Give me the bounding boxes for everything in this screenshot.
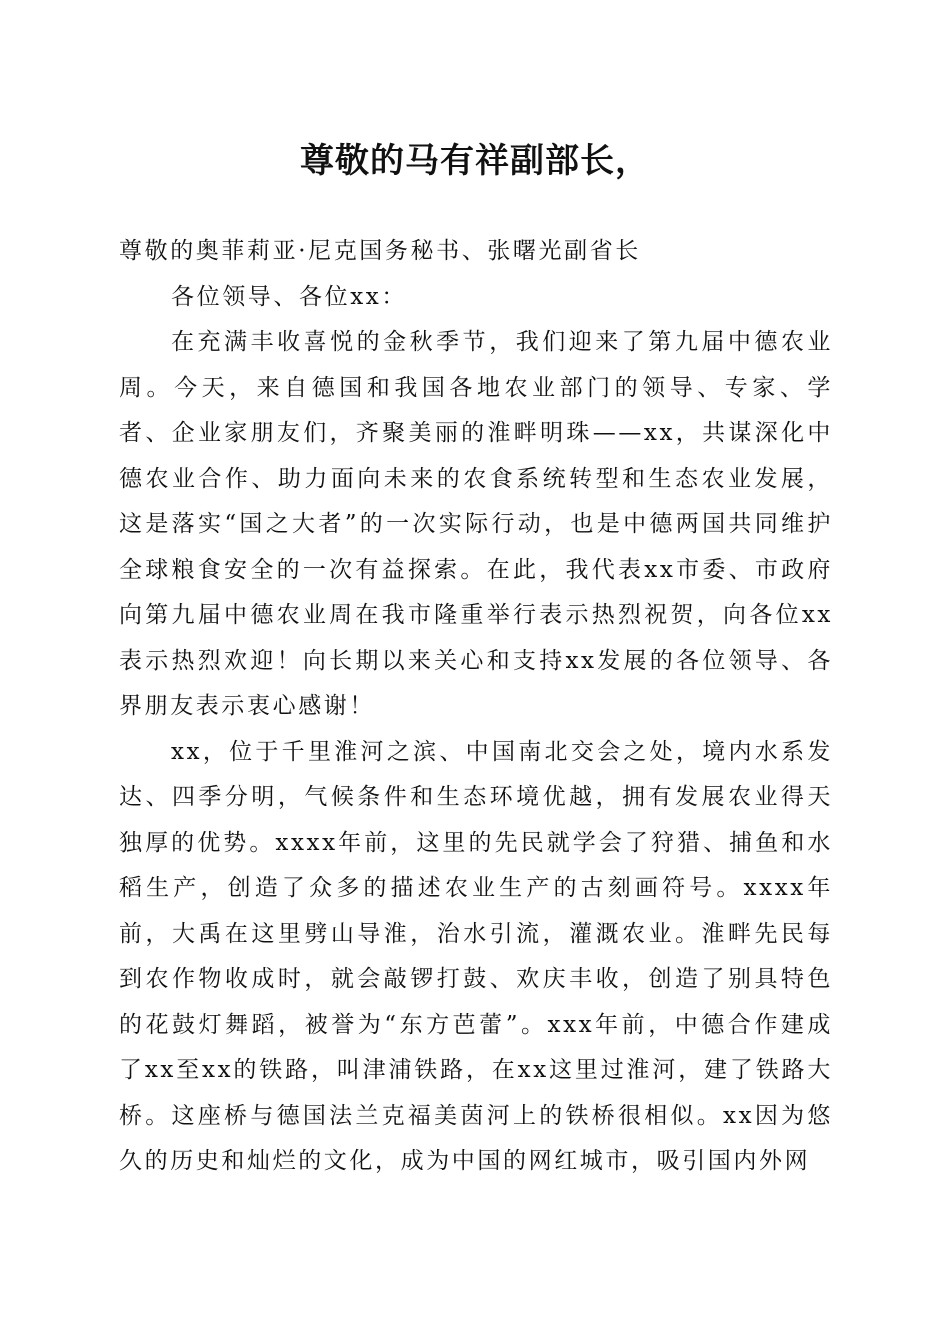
salutation-line-1: 尊敬的奥菲莉亚·尼克国务秘书、张曙光副省长 [119, 238, 641, 264]
salutation-line-2: 各位领导、各位xx： [171, 283, 407, 310]
paragraph-2: xx，位于千里淮河之滨、中国南北交会之处，境内水系发达、四季分明，气候条件和生态环境优越，拥有发展农业得天独厚的优势。xxxx年前，这里的先民就学会了狩猎、捕鱼和水稻生产，创造了众多的描述农业生产的古刻画符号。xxxx年前，大禹在这里劈山导淮，治水引流，灌溉农业。淮畔先民每到农作物收成时，就会敲锣打鼓、欢庆丰收，创造了别具特色的花鼓灯舞蹈，被誉为“东方芭蕾”。xxx年前，中德合作建成了xx至xx的铁路，叫津浦铁路，在xx这里过淮河，建了铁路大桥。这座桥与德国法兰克福美茵河上的铁桥很相似。xx因为悠久的历史和灿烂的文化，成为中国的网红城市，吸引国内外网 [119, 738, 833, 1174]
page-title: 尊敬的马有祥副部长， [300, 141, 650, 181]
paragraph-1: 在充满丰收喜悦的金秋季节，我们迎来了第九届中德农业周。今天，来自德国和我国各地农业部门的领导、专家、学者、企业家朋友们，齐聚美丽的淮畔明珠——xx，共谋深化中德农业合作、助力面向未来的农食系统转型和生态农业发展，这是落实“国之大者”的一次实际行动，也是中德两国共同维护全球粮食安全的一次有益探索。在此，我代表xx市委、市政府向第九届中德农业周在我市隆重举行表示热烈祝贺，向各位xx表示热烈欢迎！向长期以来关心和支持xx发展的各位领导、各界朋友表示衷心感谢！ [119, 329, 833, 719]
document-body [119, 229, 833, 1185]
